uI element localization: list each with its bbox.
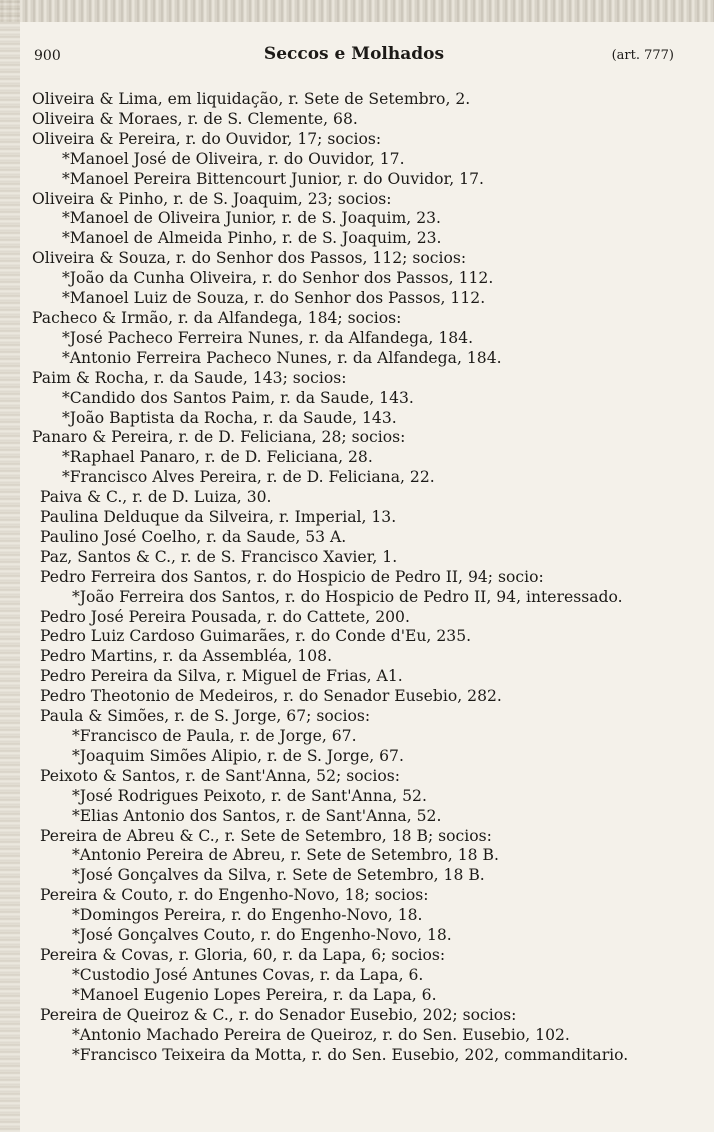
partner-entry: *João Ferreira dos Santos, r. do Hospicio de Pedro II, 94, interessado. <box>72 587 623 606</box>
firm-entry: Pedro Theotonio de Medeiros, r. do Senador Eusebio, 282. <box>40 687 502 706</box>
directory-listing <box>32 90 688 1065</box>
firm-entry: Pereira de Queiroz & C., r. do Senador Eusebio, 202; socios: <box>40 1005 517 1024</box>
firm-entry: Pedro Ferreira dos Santos, r. do Hospicio de Pedro II, 94; socio: <box>40 567 544 586</box>
partner-entry: *Francisco de Paula, r. de Jorge, 67. <box>72 727 357 745</box>
firm-entry: Pedro José Pereira Pousada, r. do Cattete, 200. <box>40 607 410 626</box>
partner-entry: *Manoel de Almeida Pinho, r. de S. Joaquim, 23. <box>62 229 442 248</box>
partner-entry: *José Gonçalves da Silva, r. Sete de Setembro, 18 B. <box>72 866 485 885</box>
firm-entry: Paulino José Coelho, r. da Saude, 53 A. <box>40 527 347 546</box>
partner-entry: *Manoel Eugenio Lopes Pereira, r. da Lapa, 6. <box>72 985 437 1004</box>
partner-entry: *Manoel Luiz de Souza, r. do Senhor dos Passos, 112. <box>62 289 486 308</box>
firm-entry: Paula & Simões, r. de S. Jorge, 67; socios: <box>40 707 371 726</box>
partner-entry: *João da Cunha Oliveira, r. do Senhor dos Passos, 112. <box>62 269 494 288</box>
firm-entry: Pereira & Covas, r. Gloria, 60, r. da Lapa, 6; socios: <box>40 945 446 964</box>
partner-entry: *Joaquim Simões Alipio, r. de S. Jorge, 67. <box>72 746 404 765</box>
partner-entry: *Manoel Pereira Bittencourt Junior, r. do Ouvidor, 17. <box>62 169 484 188</box>
firm-entry: Pacheco & Irmão, r. da Alfandega, 184; socios: <box>32 308 402 327</box>
firm-entry: Paz, Santos & C., r. de S. Francisco Xavier, 1. <box>40 547 398 566</box>
firm-entry: Pedro Luiz Cardoso Guimarães, r. do Conde d'Eu, 235. <box>40 627 472 646</box>
firm-entry: Pereira de Abreu & C., r. Sete de Setembro, 18 B; socios: <box>40 826 492 845</box>
firm-entry: Oliveira & Pereira, r. do Ouvidor, 17; socios: <box>32 129 382 148</box>
firm-entry: Peixoto & Santos, r. de Sant'Anna, 52; socios: <box>40 766 400 785</box>
partner-entry: *Elias Antonio dos Santos, r. de Sant'Anna, 52. <box>72 806 442 825</box>
partner-entry: *Antonio Machado Pereira de Queiroz, r. do Sen. Eusebio, 102. <box>72 1025 570 1044</box>
partner-entry: *João Baptista da Rocha, r. da Saude, 143. <box>62 408 397 427</box>
page-binding-edge <box>0 0 20 1132</box>
firm-entry: Paiva & C., r. de D. Luiza, 30. <box>40 488 272 507</box>
partner-entry: *Raphael Panaro, r. de D. Feliciana, 28. <box>62 448 373 467</box>
running-title: Seccos e Molhados <box>263 44 445 64</box>
partner-entry: *Antonio Ferreira Pacheco Nunes, r. da Alfandega, 184. <box>62 348 502 367</box>
partner-entry: *Manoel José de Oliveira, r. do Ouvidor, 17. <box>62 149 405 168</box>
partner-entry: *José Gonçalves Couto, r. do Engenho-Novo, 18. <box>72 926 452 945</box>
firm-entry: Paim & Rocha, r. da Saude, 143; socios: <box>32 368 347 387</box>
firm-entry: Panaro & Pereira, r. de D. Feliciana, 28; socios: <box>32 428 406 447</box>
page-header <box>34 44 674 70</box>
partner-entry: *Candido dos Santos Paim, r. da Saude, 143. <box>62 388 414 407</box>
firm-entry: Pereira & Couto, r. do Engenho-Novo, 18; socios: <box>40 886 429 905</box>
partner-entry: *Domingos Pereira, r. do Engenho-Novo, 18. <box>72 906 423 925</box>
partner-entry: *Francisco Alves Pereira, r. de D. Feliciana, 22. <box>62 468 435 487</box>
firm-entry: Oliveira & Lima, em liquidação, r. Sete de Setembro, 2. <box>32 90 471 108</box>
firm-entry: Oliveira & Pinho, r. de S. Joaquim, 23; socios: <box>32 189 392 208</box>
partner-entry: *Manoel de Oliveira Junior, r. de S. Joaquim, 23. <box>62 209 441 228</box>
partner-entry: *José Rodrigues Peixoto, r. de Sant'Anna, 52. <box>72 786 427 805</box>
firm-entry: Pedro Martins, r. da Assembléa, 108. <box>40 647 333 666</box>
firm-entry: Paulina Delduque da Silveira, r. Imperial, 13. <box>40 508 397 527</box>
firm-entry: Pedro Pereira da Silva, r. Miguel de Frias, A1. <box>40 667 403 686</box>
firm-entry: Oliveira & Moraes, r. de S. Clemente, 68. <box>32 109 358 128</box>
firm-entry: Oliveira & Souza, r. do Senhor dos Passos, 112; socios: <box>32 249 467 268</box>
partner-entry: *Francisco Teixeira da Motta, r. do Sen. Eusebio, 202, commanditario. <box>72 1045 629 1064</box>
article-range: (art. 777) <box>611 48 674 63</box>
page-top-edge <box>0 0 714 22</box>
partner-entry: *Antonio Pereira de Abreu, r. Sete de Setembro, 18 B. <box>72 846 499 865</box>
partner-entry: *José Pacheco Ferreira Nunes, r. da Alfandega, 184. <box>62 328 474 347</box>
partner-entry: *Custodio José Antunes Covas, r. da Lapa, 6. <box>72 965 424 984</box>
page-number: 900 <box>34 48 61 64</box>
